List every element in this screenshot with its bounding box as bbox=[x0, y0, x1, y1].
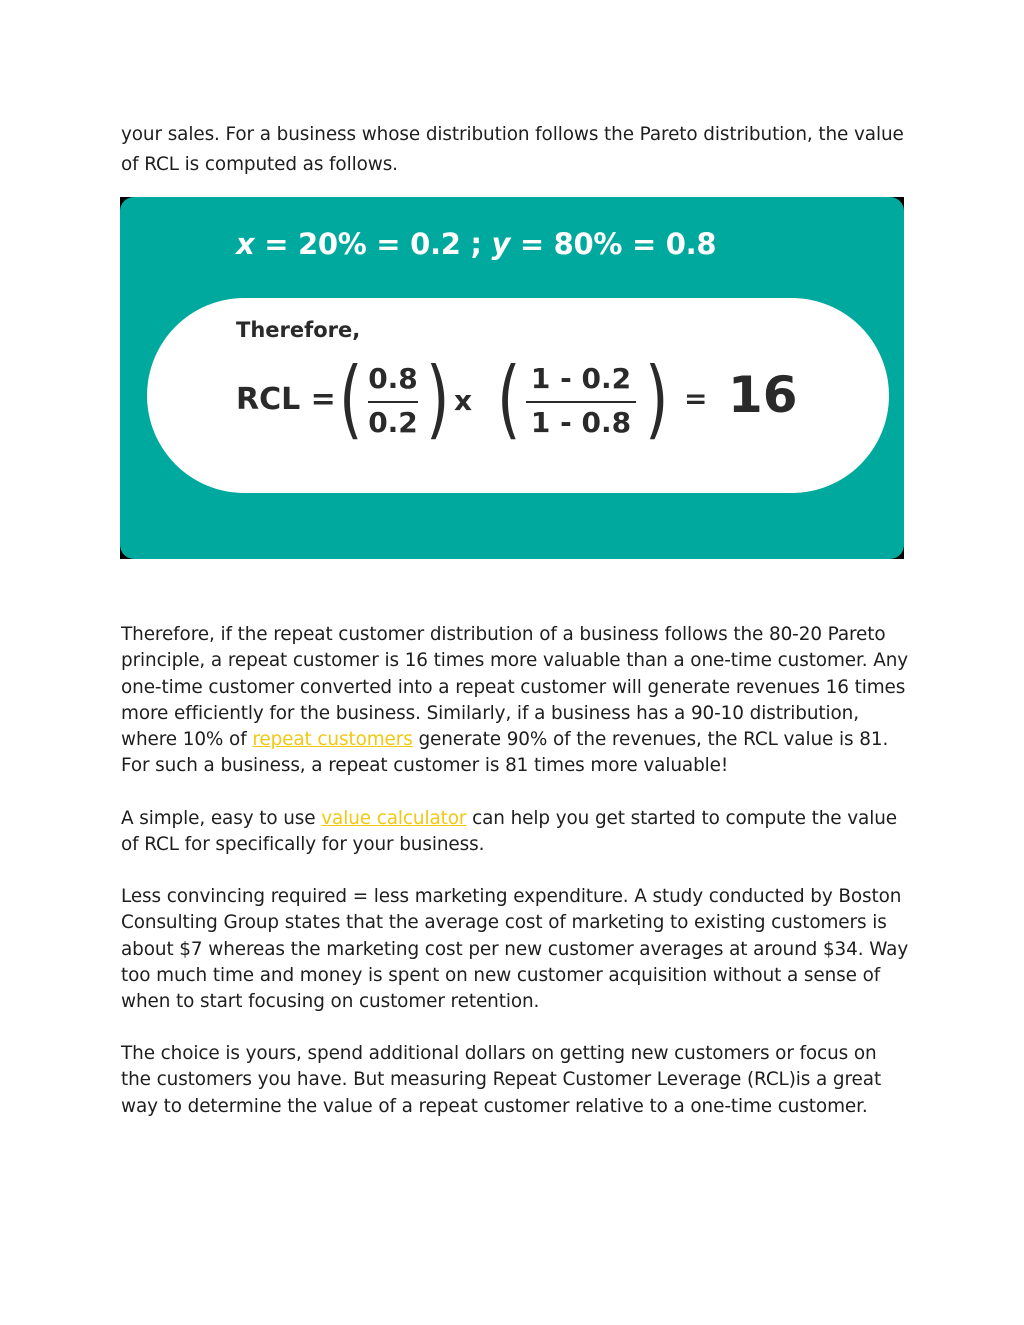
formula-therefore: Therefore, bbox=[236, 318, 361, 342]
paragraph-3-text: Less convincing required = less marketing expenditure. A study conducted by Boston Consulting Group states that the average cost of marketing to existing customers is about $7 whereas the marketing cost per new customer averages at around $34. Way too much time and money is spent on new customer acquisition without a sense of when to start focusing on customer retention. bbox=[121, 886, 909, 1013]
fraction-1 bbox=[364, 362, 422, 440]
right-paren-1: ) bbox=[426, 349, 450, 449]
times-sign: x bbox=[454, 384, 473, 417]
fraction-1-denominator: 0.2 bbox=[368, 406, 418, 439]
paragraph-1-text-end: generate 90% of the revenues, the RCL value is 81. For such a business, a repeat customer is 81 times more valuable! bbox=[121, 729, 889, 777]
paragraph-conclusion bbox=[121, 1041, 911, 1120]
fraction-2-bar bbox=[526, 401, 636, 403]
value-calculator-link[interactable]: value calculator bbox=[321, 808, 467, 829]
x-equation: = 20% = 0.2 ; bbox=[254, 227, 492, 261]
left-paren-2: ( bbox=[497, 349, 521, 449]
paragraph-pareto-explanation bbox=[121, 622, 911, 780]
fraction-2-numerator: 1 - 0.2 bbox=[530, 362, 632, 395]
equals-sign: = bbox=[684, 382, 708, 415]
formula-background bbox=[120, 197, 904, 559]
paragraph-2-text-start: A simple, easy to use bbox=[121, 808, 322, 829]
fraction-1-numerator: 0.8 bbox=[368, 362, 418, 395]
formula-equation bbox=[236, 349, 856, 450]
paragraph-marketing-cost bbox=[121, 884, 911, 1015]
fraction-2-denominator: 1 - 0.8 bbox=[530, 406, 632, 439]
fraction-2 bbox=[522, 362, 640, 440]
fraction-1-bar bbox=[368, 401, 418, 403]
rcl-formula-image bbox=[120, 197, 904, 559]
repeat-customers-link[interactable]: repeat customers bbox=[252, 729, 413, 751]
paragraph-4-text: The choice is yours, spend additional dollars on getting new customers or focus on the customers you have. But measuring Repeat Customer Leverage (RCL)is a great way to determine the value of a repeat customer relative to a one-time customer. bbox=[121, 1043, 882, 1117]
y-variable: y bbox=[491, 227, 511, 261]
y-equation: = 80% = 0.8 bbox=[510, 227, 717, 261]
left-paren-1: ( bbox=[339, 349, 363, 449]
formula-header bbox=[236, 227, 716, 261]
intro-paragraph bbox=[121, 120, 911, 180]
paragraph-1-text-start: Therefore, if the repeat customer distribution of a business follows the 80-20 Pareto principle, a repeat customer is 16 times more valuable than a one-time customer. Any one-time customer converted into a repeat customer will generate revenues 16 times more efficiently for the business. Similarly, if a business has a 90-10 distribution, where 10% of bbox=[121, 624, 909, 751]
formula-result: 16 bbox=[728, 366, 798, 424]
x-variable: x bbox=[236, 227, 255, 261]
paragraph-value-calculator bbox=[121, 806, 911, 859]
intro-text: your sales. For a business whose distribution follows the Pareto distribution, the value of RCL is computed as follows. bbox=[121, 124, 904, 175]
right-paren-2: ) bbox=[645, 349, 669, 449]
paragraph-2-text-end: can help you get started to compute the value of RCL for specifically for your business. bbox=[121, 808, 897, 856]
rcl-label: RCL = bbox=[236, 382, 336, 417]
formula-pill bbox=[147, 298, 889, 493]
